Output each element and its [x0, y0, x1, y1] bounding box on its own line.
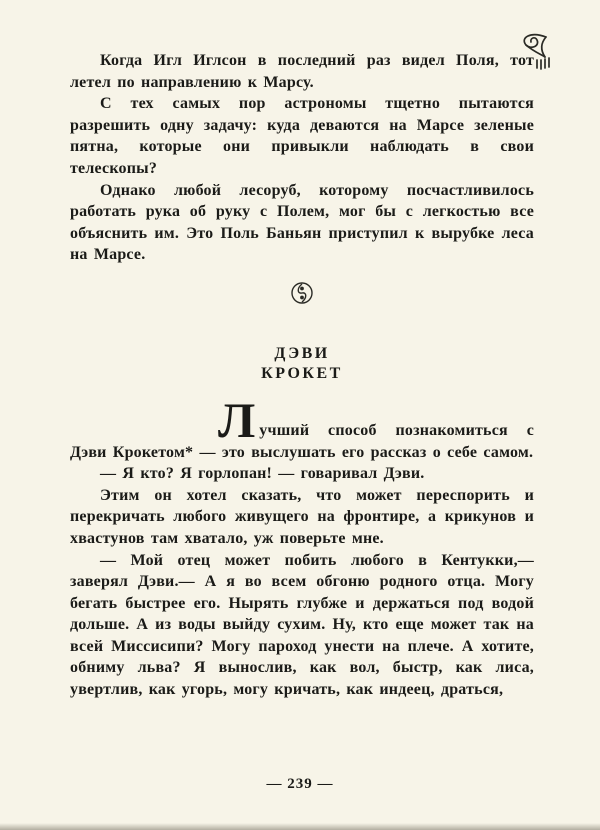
- paragraph: — Я кто? Я горлопан! — говаривал Дэви.: [100, 465, 425, 483]
- paragraph: Когда Игл Иглсон в последний раз видел Поля, тот летел по направлению к Марсу.: [70, 52, 534, 91]
- chapter-opening-text: учший способ познакомиться с Дэви Крокетом* — это выслушать его рассказ о себе самом.: [70, 421, 534, 461]
- paragraph: Однако любой лесоруб, которому посчастливилось работать рука об руку с Полем, мог бы с легкостью все объяснить им. Это Поль Баньян приступил к вырубке леса на Марсе.: [70, 181, 534, 264]
- paragraph: С тех самых пор астрономы тщетно пытаются разрешить одну задачу: куда деваются на Марсе зеленые пятна, которые они привыкли наблюдать в свои телескопы?: [70, 95, 534, 177]
- scan-edge-shadow: [0, 823, 600, 830]
- corner-ornament-icon: [500, 30, 552, 72]
- page-number: — 239 —: [266, 776, 334, 792]
- chapter-title-line1: ДЭВИ: [274, 344, 330, 362]
- chapter-title-line2: КРОКЕТ: [261, 364, 343, 382]
- section-divider-icon: [70, 280, 534, 306]
- paragraph: — Мой отец может побить любого в Кентукки,— заверял Дэви.— А я во всем обгоню родного отца. Могу бегать быстрее его. Нырять глубже и держаться под водой дольше. А из воды выйду сухим. Ну, кто еще может так на всей Миссисипи? Могу пароход унести на плече. А хотите, обниму льва? Я вынослив, как вол, быстр, как лиса, увертлив, как угорь, могу кричать, как индеец, драться,: [70, 551, 534, 699]
- paragraph: Этим он хотел сказать, что может переспорить и перекричать любого живущего на фронтире, а крикунов и хвастунов там хватало, уж поверьте мне.: [70, 486, 534, 547]
- chapter-title: [70, 344, 534, 384]
- chapter-opening-paragraph: [70, 391, 534, 463]
- dropcap-letter: Л: [218, 391, 256, 448]
